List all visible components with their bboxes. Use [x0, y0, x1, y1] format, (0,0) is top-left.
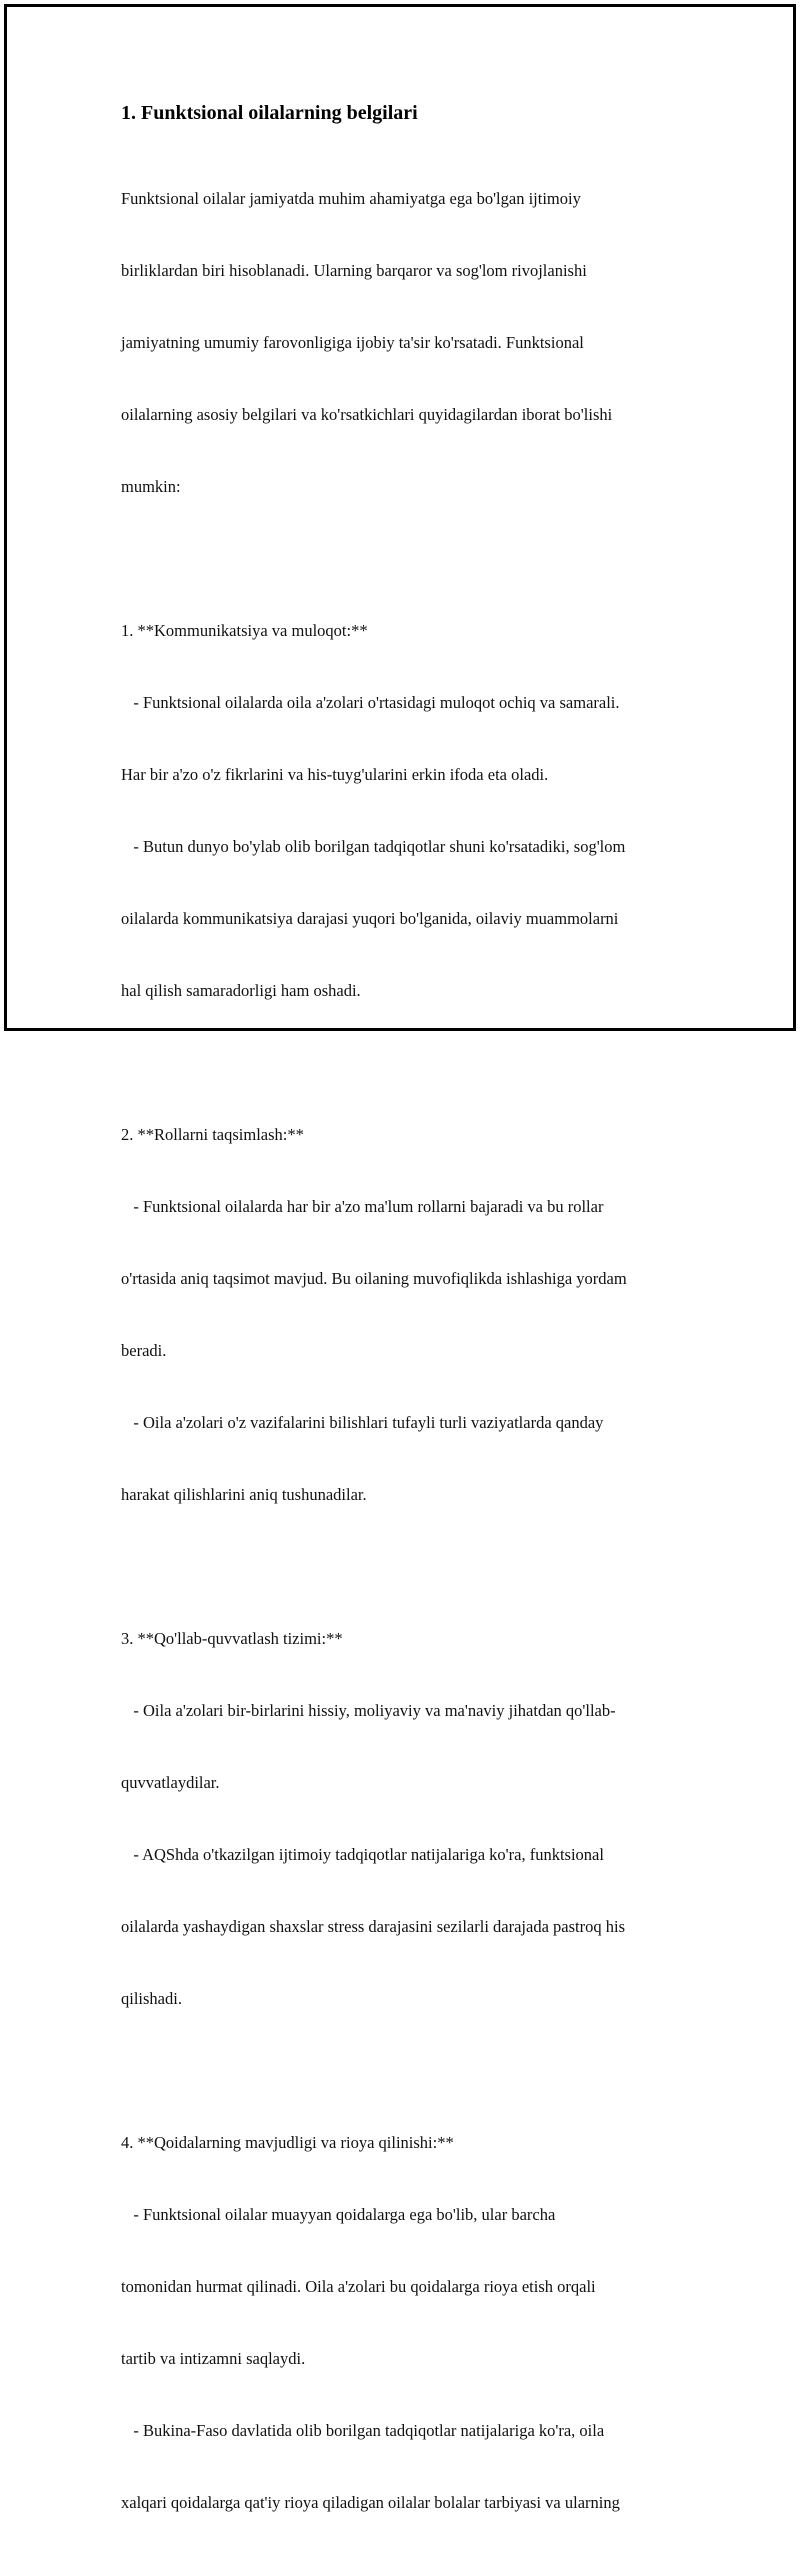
text-line: hal qilish samaradorligi ham oshadi.: [121, 981, 361, 1000]
text-line: - Funktsional oilalar muayyan qoidalarga ega bo'lib, ular barcha: [121, 2205, 556, 2224]
text-line: oilalarning asosiy belgilari va ko'rsatkichlari quyidagilardan iborat bo'lishi: [121, 405, 613, 424]
text-line: tomonidan hurmat qilinadi. Oila a'zolari bu qoidalarga rioya etish orqali: [121, 2277, 596, 2296]
list-item-heading: 1. **Kommunikatsiya va muloqot:**: [121, 621, 368, 640]
text-line: beradi.: [121, 1341, 167, 1360]
text-line: - AQShda o'tkazilgan ijtimoiy tadqiqotlar natijalariga ko'ra, funktsional: [121, 1845, 604, 1864]
text-line: qilishadi.: [121, 1989, 182, 2008]
text-line: quvvatlaydilar.: [121, 1773, 220, 1792]
section-heading: 1. Funktsional oilalarning belgilari: [121, 102, 418, 124]
text-line: oilalarda yashaydigan shaxslar stress darajasini sezilarli darajada pastroq his: [121, 1917, 625, 1936]
text-line: oilalarda kommunikatsiya darajasi yuqori bo'lganida, oilaviy muammolarni: [121, 909, 619, 928]
text-line: tartib va intizamni saqlaydi.: [121, 2349, 306, 2368]
intro-paragraph: [121, 139, 701, 547]
text-line: o'rtasida aniq taqsimot mavjud. Bu oilaning muvofiqlikda ishlashiga yordam: [121, 1269, 627, 1288]
paragraph-gap: [121, 1051, 701, 1075]
text-line: - Butun dunyo bo'ylab olib borilgan tadqiqotlar shuni ko'rsatadiki, sog'lom: [121, 837, 626, 856]
text-line: - Oila a'zolari bir-birlarini hissiy, moliyaviy va ma'naviy jihatdan qo'llab-: [121, 1701, 616, 1720]
text-line: Har bir a'zo o'z fikrlarini va his-tuyg'ularini erkin ifoda eta oladi.: [121, 765, 549, 784]
document-body: [121, 99, 701, 2563]
text-line: jamiyatning umumiy farovonligiga ijobiy ta'sir ko'rsatadi. Funktsional: [121, 333, 584, 352]
text-line: mumkin:: [121, 477, 181, 496]
list-section-2: [121, 1075, 701, 1555]
list-item-heading: 2. **Rollarni taqsimlash:**: [121, 1125, 304, 1144]
text-line: - Bukina-Faso davlatida olib borilgan tadqiqotlar natijalariga ko'ra, oila: [121, 2421, 605, 2440]
list-section-1: [121, 571, 701, 1051]
text-line: - Oila a'zolari o'z vazifalarini bilishlari tufayli turli vaziyatlarda qanday: [121, 1413, 604, 1432]
text-line: Funktsional oilalar jamiyatda muhim ahamiyatga ega bo'lgan ijtimoiy: [121, 189, 581, 208]
text-line: - Funktsional oilalarda har bir a'zo ma'lum rollarni bajaradi va bu rollar: [121, 1197, 604, 1216]
paragraph-gap: [121, 1555, 701, 1579]
paragraph-gap: [121, 2059, 701, 2083]
list-item-heading: 3. **Qo'llab-quvvatlash tizimi:**: [121, 1629, 343, 1648]
list-section-3: [121, 1579, 701, 2059]
document-page: [4, 4, 796, 2512]
list-item-heading: 4. **Qoidalarning mavjudligi va rioya qilinishi:**: [121, 2133, 454, 2152]
list-section-4: [121, 2083, 701, 2563]
text-line: - Funktsional oilalarda oila a'zolari o'rtasidagi muloqot ochiq va samarali.: [121, 693, 620, 712]
text-line: birliklardan biri hisoblanadi. Ularning barqaror va sog'lom rivojlanishi: [121, 261, 587, 280]
text-line: xalqari qoidalarga qat'iy rioya qiladigan oilalar bolalar tarbiyasi va ularning: [121, 2493, 620, 2512]
paragraph-gap: [121, 547, 701, 571]
text-line: harakat qilishlarini aniq tushunadilar.: [121, 1485, 367, 1504]
